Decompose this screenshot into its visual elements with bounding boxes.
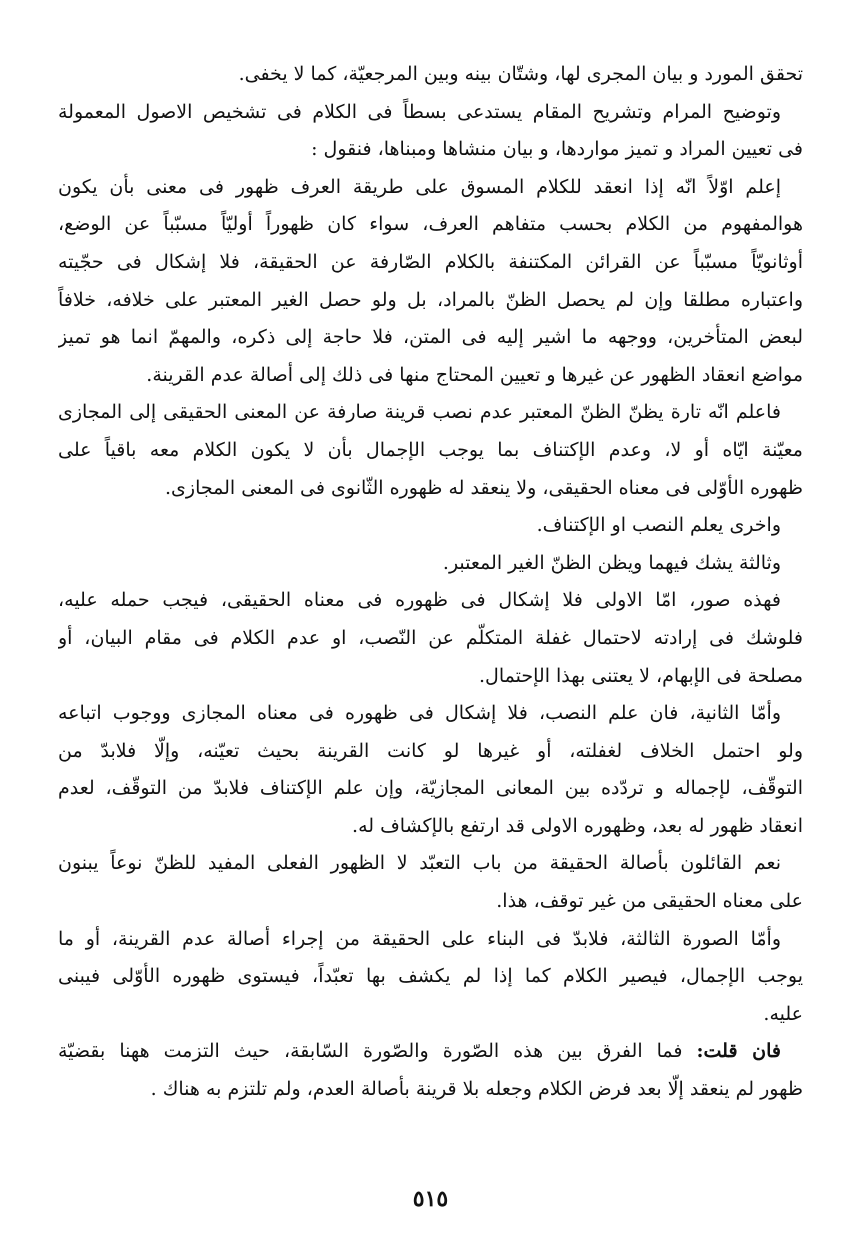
text-line: فى تعيين المراد و تميز مواردها، و بيان منشاها ومبناها، فنقول : — [311, 138, 803, 161]
text-line: معيّنة ايّاه أو لا، وعدم الإكتناف بما يوجب الإجمال بأن لا يكون الكلام معه باقياً على — [58, 438, 803, 461]
text-line: على معناه الحقيقى من غير توقف، هذا. — [496, 890, 803, 913]
text-line — [58, 1033, 803, 1071]
text-line: مواضع انعقاد الظهور عن غيرها و تعيين المحتاج منها فى ذلك إلى أصالة عدم القرينة. — [146, 363, 803, 386]
text-line: انعقاد ظهور له بعد، وظهوره الاولى قد ارتفع بالإكشاف له. — [352, 814, 803, 837]
page-body — [58, 56, 803, 1109]
text-line: وثالثة يشك فيهما ويظن الظنّ الغير المعتبر. — [442, 551, 781, 574]
page-number: ٥١٥ — [412, 1186, 449, 1212]
objection-text: فما الفرق بين هذه الصّورة والصّورة السّابقة، حيث التزمت ههنا بقضيّة — [58, 1040, 697, 1063]
text-line: فلوشك فى إرادته لاحتمال غفلة المتكلّم عن النّصب، او عدم الكلام فى مقام البيان، أو — [58, 626, 803, 649]
text-line: فهذه صور، امّا الاولى فلا إشكال فى ظهوره فى معناه الحقيقى، فيجب حمله عليه، — [58, 589, 781, 612]
text-line: أوثانويّاً مسبّباً عن القرائن المكتنفة بالكلام الصّارفة عن الحقيقة، فلا إشكال فى حجّيته — [58, 250, 803, 273]
objection-lead: فان قلت: — [696, 1040, 781, 1063]
text-line: مصلحة فى الإبهام، لا يعتنى بهذا الإحتمال. — [479, 664, 803, 687]
text-line: إعلم اوّلاً انّه إذا انعقد للكلام المسوق على طريقة العرف ظهور فى معنى بأن يكون — [58, 175, 781, 198]
text-line: وتوضيح المرام وتشريح المقام يستدعى بسطاً فى الكلام فى تشخيص الاصول المعمولة — [58, 100, 781, 123]
text-line: لبعض المتأخرين، ووجهه ما اشير إليه فى المتن، فلا حاجة إلى ذكره، والمهمّ انما هو تميز — [58, 326, 803, 349]
text-line: هوالمفهوم من الكلام بحسب متفاهم العرف، سواء كان ظهوراً أوليّاً مسبّباً عن الوضع، — [58, 213, 803, 236]
text-line: فاعلم انّه تارة يظنّ الظنّ المعتبر عدم نصب قرينة صارفة عن المعنى الحقيقى إلى المجازى — [58, 401, 781, 424]
text-line: تحقق المورد و بيان المجرى لها، وشتّان بينه وبين المرجعيّة، كما لا يخفى. — [238, 63, 803, 85]
text-line: ولو احتمل الخلاف لغفلته، أو غيرها لو كانت القرينة بحيث تعيّنه، وإلّا فلابدّ من — [58, 739, 803, 762]
text-line: يوجب الإجمال، فيصير الكلام كما إذا لم يكشف بها تعبّداً، فيستوى ظهوره الأوّلى فيبنى — [58, 965, 803, 988]
text-line: ظهوره الأوّلى فى معناه الحقيقى، ولا ينعقد له ظهوره الثّانوى فى المعنى المجازى. — [164, 476, 803, 499]
text-line: وأمّا الثانية، فان علم النصب، فلا إشكال فى ظهوره فى معناه المجازى ووجوب اتباعه — [58, 702, 781, 725]
text-line: ظهور لم ينعقد إلّا بعد فرض الكلام وجعله بلا قرينة بأصالة العدم، ولم تلتزم به هناك . — [150, 1078, 803, 1101]
text-line: وأمّا الصورة الثالثة، فلابدّ فى البناء على الحقيقة من إجراء أصالة عدم القرينة، أو ما — [58, 927, 781, 950]
text-line: واخرى يعلم النصب او الإكتناف. — [536, 514, 781, 537]
text-line: واعتباره مطلقا وإن لم يحصل الظنّ بالمراد، بل ولو حصل الغير المعتبر على خلافه، خلافاً — [58, 288, 803, 311]
text-line: عليه. — [763, 1002, 803, 1025]
text-line: التوقّف، لإجماله و تردّده بين المعانى المجازيّة، وإن علم الإكتناف فلابدّ من التوقّف، لعدم — [58, 777, 803, 800]
text-line: نعم القائلون بأصالة الحقيقة من باب التعبّد لا الظهور الفعلى المفيد للظنّ نوعاً يبنون — [58, 852, 781, 875]
